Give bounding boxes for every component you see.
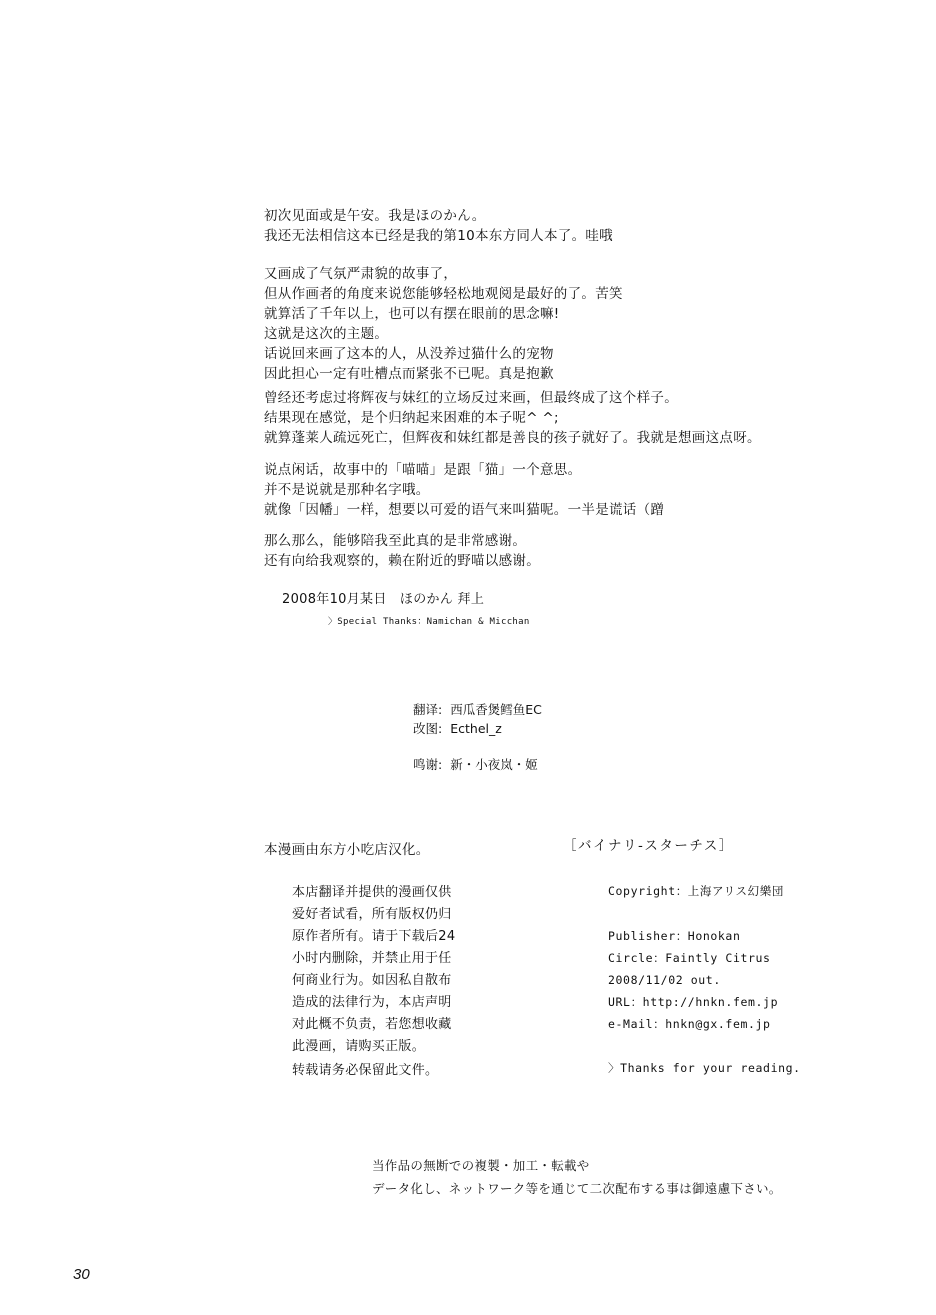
notice-line: 小时内删除，并禁止用于任	[292, 951, 452, 966]
afterword-paragraph-5	[264, 531, 540, 571]
text-line: 说点闲话，故事中的「喵喵」是跟「猫」一个意思。	[264, 462, 582, 478]
date-line: 2008/11/02 out.	[608, 973, 721, 987]
credit-thanks	[413, 755, 546, 773]
text-line: 因此担心一定有吐槽点而紧张不已呢。真是抱歉	[264, 366, 554, 382]
special-thanks: 〉Special Thanks：Namichan & Micchan	[328, 617, 530, 627]
text-line: 初次见面或是午安。我是ほのかん。	[264, 208, 486, 224]
copyright-line: Copyright：上海アリス幻樂団	[608, 884, 784, 898]
circle-line: Circle：Faintly Citrus	[608, 951, 771, 965]
credit-value: 西瓜香煲鳕鱼EC	[450, 702, 542, 717]
text-line: 就算蓬莱人疏远死亡，但辉夜和妹红都是善良的孩子就好了。我就是想画这点呀。	[264, 430, 761, 446]
credit-value: Ecthel_z	[450, 721, 502, 736]
credit-label: 改图:	[413, 721, 443, 736]
notice-line: 对此概不负责，若您想收藏	[292, 1017, 452, 1032]
afterword-paragraph-1	[264, 206, 613, 246]
notice-line: 何商业行为。如因私自散布	[292, 973, 452, 988]
book-title: ［バイナリ-スターチス］	[563, 838, 734, 854]
credit-edit	[413, 719, 510, 737]
afterword-paragraph-2	[264, 264, 623, 384]
text-line: 但从作画者的角度来说您能够轻松地观阅是最好的了。苦笑	[264, 286, 623, 302]
text-line: 就像「因幡」一样，想要以可爱的语气来叫猫呢。一半是谎话（蹭	[264, 502, 665, 518]
notice-line: 爱好者试看，所有版权仍归	[292, 907, 452, 922]
publisher-line: Publisher：Honokan	[608, 929, 741, 943]
text-line: 话说回来画了这本的人，从没养过猫什么的宠物	[264, 346, 554, 362]
credit-value: 新・小夜岚・姬	[450, 757, 538, 772]
notice-line: 此漫画，请购买正版。	[292, 1039, 426, 1054]
text-line: 那么那么，能够陪我至此真的是非常感谢。	[264, 533, 527, 549]
legal-line-2: データ化し、ネットワーク等を通じて二次配布する事は御遠慮下さい。	[372, 1181, 782, 1196]
page-number: 30	[73, 1266, 90, 1283]
email-line: e-Mail：hnkn@gx.fem.jp	[608, 1017, 771, 1031]
credit-label: 翻译:	[413, 702, 443, 717]
credit-label: 鸣谢:	[413, 757, 443, 772]
text-line: 曾经还考虑过将辉夜与妹红的立场反过来画，但最终成了这个样子。	[264, 390, 678, 406]
afterword-paragraph-4	[264, 460, 664, 520]
scanlation-heading: 本漫画由东方小吃店汉化。	[264, 842, 430, 858]
text-line: 这就是这次的主题。	[264, 326, 389, 342]
text-line: 还有向给我观察的，赖在附近的野喵以感谢。	[264, 553, 540, 569]
text-line: 我还无法相信这本已经是我的第10本东方同人本了。哇哦	[264, 228, 613, 244]
legal-line-1: 当作品の無断での複製・加工・転載や	[372, 1158, 590, 1173]
notice-line: 原作者所有。请于下载后24	[292, 929, 456, 944]
notice-line: 本店翻译并提供的漫画仅供	[292, 885, 452, 900]
text-line: 又画成了气氛严肃貌的故事了，	[264, 266, 458, 282]
book-info	[608, 880, 784, 902]
afterword-paragraph-3	[264, 388, 761, 448]
signature: 2008年10月某日 ほのかん 拜上	[282, 592, 485, 607]
credit-translation	[413, 700, 550, 718]
repost-note: 转载请务必保留此文件。	[292, 1063, 439, 1078]
thanks-for-reading: 〉Thanks for your reading.	[608, 1061, 801, 1075]
text-line: 就算活了千年以上，也可以有摆在眼前的思念嘛!	[264, 306, 560, 322]
text-line: 结果现在感觉，是个归纳起来困难的本子呢^ ^;	[264, 410, 559, 426]
url-line: URL：http://hnkn.fem.jp	[608, 995, 779, 1009]
text-line: 并不是说就是那种名字哦。	[264, 482, 430, 498]
scanlation-notice	[292, 882, 455, 1058]
book-publication-info	[608, 925, 778, 1035]
notice-line: 造成的法律行为，本店声明	[292, 995, 452, 1010]
